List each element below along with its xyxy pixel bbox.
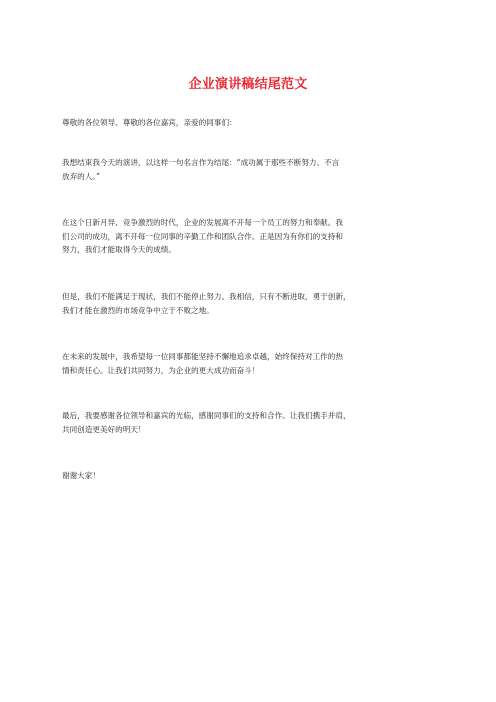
paragraph-line: 情和责任心。让我们共同努力，为企业的更大成功而奋斗！ xyxy=(62,365,260,375)
paragraph-4 xyxy=(62,350,442,377)
paragraph-line: 共同创造更美好的明天！ xyxy=(62,424,146,434)
document-title: 企业演讲稿结尾范文 xyxy=(188,77,308,92)
greeting-paragraph xyxy=(62,116,442,130)
paragraph-5 xyxy=(62,409,442,436)
closing-paragraph xyxy=(62,469,442,483)
paragraph-1 xyxy=(62,156,442,183)
paragraph-line: 在未来的发展中，我希望每一位同事都能坚持不懈地追求卓越，始终保持对工作的热 xyxy=(62,352,343,361)
paragraph-line: 在这个日新月异、竞争激烈的时代，企业的发展离不开每一个员工的努力和奉献。我 xyxy=(62,218,343,227)
paragraph-3 xyxy=(62,290,442,317)
paragraph-line: 最后，我要感谢各位领导和嘉宾的光临，感谢同事们的支持和合作。让我们携手并肩， xyxy=(62,411,351,420)
paragraph-line: 们公司的成功，离不开每一位同事的辛勤工作和团队合作。正是因为有你们的支持和 xyxy=(62,231,343,241)
paragraph-line: 放弃的人。” xyxy=(62,171,101,181)
paragraph-line: 我想结束我今天的演讲，以这样一句名言作为结尾：“成功属于那些不断努力、不言 xyxy=(62,158,340,167)
closing-line: 谢谢大家！ xyxy=(62,471,100,480)
greeting-line: 尊敬的各位领导、尊敬的各位嘉宾，亲爱的同事们： xyxy=(62,118,237,127)
paragraph-line: 努力，我们才能取得今天的成绩。 xyxy=(62,245,176,254)
paragraph-line: 我们才能在激烈的市场竞争中立于不败之地。 xyxy=(62,305,214,315)
paragraph-line: 但是，我们不能满足于现状，我们不能停止努力。我相信，只有不断进取、勇于创新， xyxy=(62,292,351,301)
paragraph-2 xyxy=(62,216,442,257)
